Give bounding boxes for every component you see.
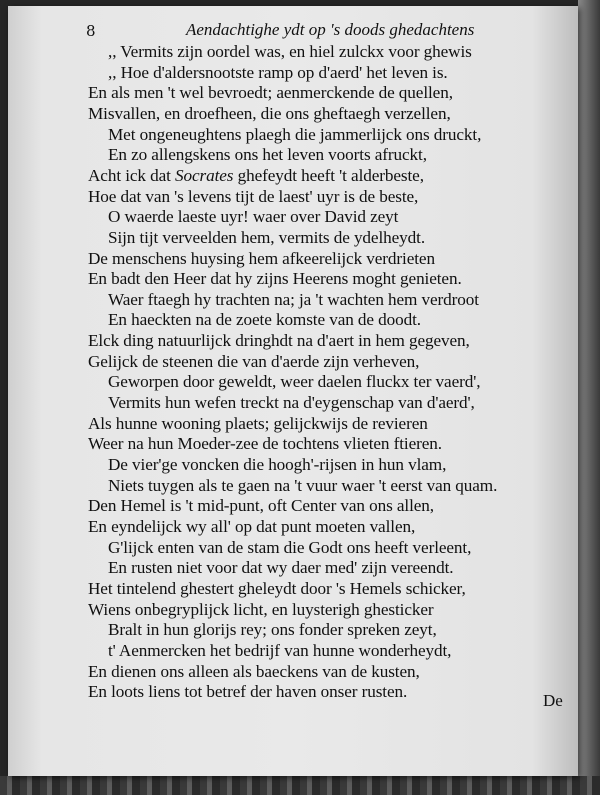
running-head: Aendachtighe ydt op 's doods ghedachtens (186, 20, 475, 39)
poem-line: De menschens huysing hem afkeerelijck verdrieten (88, 248, 435, 268)
poem-line: Niets tuygen als te gaen na 't vuur waer 't eerst van quam. (108, 475, 498, 495)
poem-line: O waerde laeste uyr! waer over David zeyt (108, 207, 399, 227)
poem-line: Wiens onbegryplijck licht, en luysterigh ghesticker (88, 599, 434, 619)
poem-line: En haeckten na de zoete komste van de doodt. (108, 310, 421, 330)
poem-line: Als hunne wooning plaets; gelijckwijs de revieren (88, 413, 428, 433)
poem-line: En dienen ons alleen als baeckens van de kusten, (88, 661, 420, 681)
catchword: De (543, 691, 563, 710)
poem-line: ,, Hoe d'aldersnootste ramp op d'aerd' het leven is. (108, 62, 448, 82)
poem-line: Elck ding natuurlijck dringhdt na d'aert in hem gegeven, (88, 331, 470, 351)
poem-line: G'lijck enten van de stam die Godt ons heeft verleent, (108, 537, 472, 557)
poem-line: Acht ick dat Socrates ghefeydt heeft 't alderbeste, (88, 165, 424, 185)
poem-line: Den Hemel is 't mid-punt, oft Center van ons allen, (88, 496, 434, 516)
poem-line: En als men 't wel bevroedt; aenmerckende de quellen, (88, 83, 453, 103)
poem-line: Met ongeneughtens plaegh die jammerlijck ons druckt, (108, 124, 482, 144)
book-page (8, 6, 578, 776)
poem-line: En badt den Heer dat hy zijns Heerens moght genieten. (88, 269, 462, 289)
book-bottom-edge (0, 776, 600, 795)
poem-line: Het tintelend ghestert gheleydt door 's Hemels schicker, (88, 578, 466, 598)
poem-line: En loots liens tot betref der haven onser rusten. (88, 682, 408, 702)
poem-text (8, 6, 586, 776)
poem-line: Vermits hun wefen treckt na d'eygenschap van d'aerd', (108, 393, 475, 413)
poem-line: En zo allengskens ons het leven voorts afruckt, (108, 145, 427, 165)
poem-line: En eyndelijck wy all' op dat punt moeten vallen, (88, 516, 416, 536)
poem-line: Bralt in hun glorijs rey; ons fonder spreken zeyt, (108, 620, 437, 640)
poem-line: Sijn tijt verveelden hem, vermits de ydelheydt. (108, 227, 426, 247)
poem-line: Misvallen, en droefheen, die ons gheftaegh verzellen, (88, 103, 451, 123)
poem-line: Gelijck de steenen die van d'aerde zijn verheven, (88, 351, 420, 371)
poem-line: Weer na hun Moeder-zee de tochtens vlieten ftieren. (88, 434, 442, 454)
poem-line: ,, Vermits zijn oordel was, en hiel zulckx voor ghewis (108, 42, 472, 61)
poem-line: t' Aenmercken het bedrijf van hunne wonderheydt, (108, 640, 452, 660)
poem-line: Geworpen door geweldt, weer daelen fluckx ter vaerd', (108, 372, 481, 392)
poem-line: De vier'ge voncken die hoogh'-rijsen in hun vlam, (108, 455, 447, 474)
page-number: 8 (86, 22, 96, 40)
poem-line: Hoe dat van 's levens tijt de laest' uyr is de beste, (88, 186, 419, 206)
poem-line: En rusten niet voor dat wy daer med' zijn vereendt. (108, 558, 454, 578)
poem-line: Waer ftaegh hy trachten na; ja 't wachten hem verdroot (108, 289, 479, 309)
